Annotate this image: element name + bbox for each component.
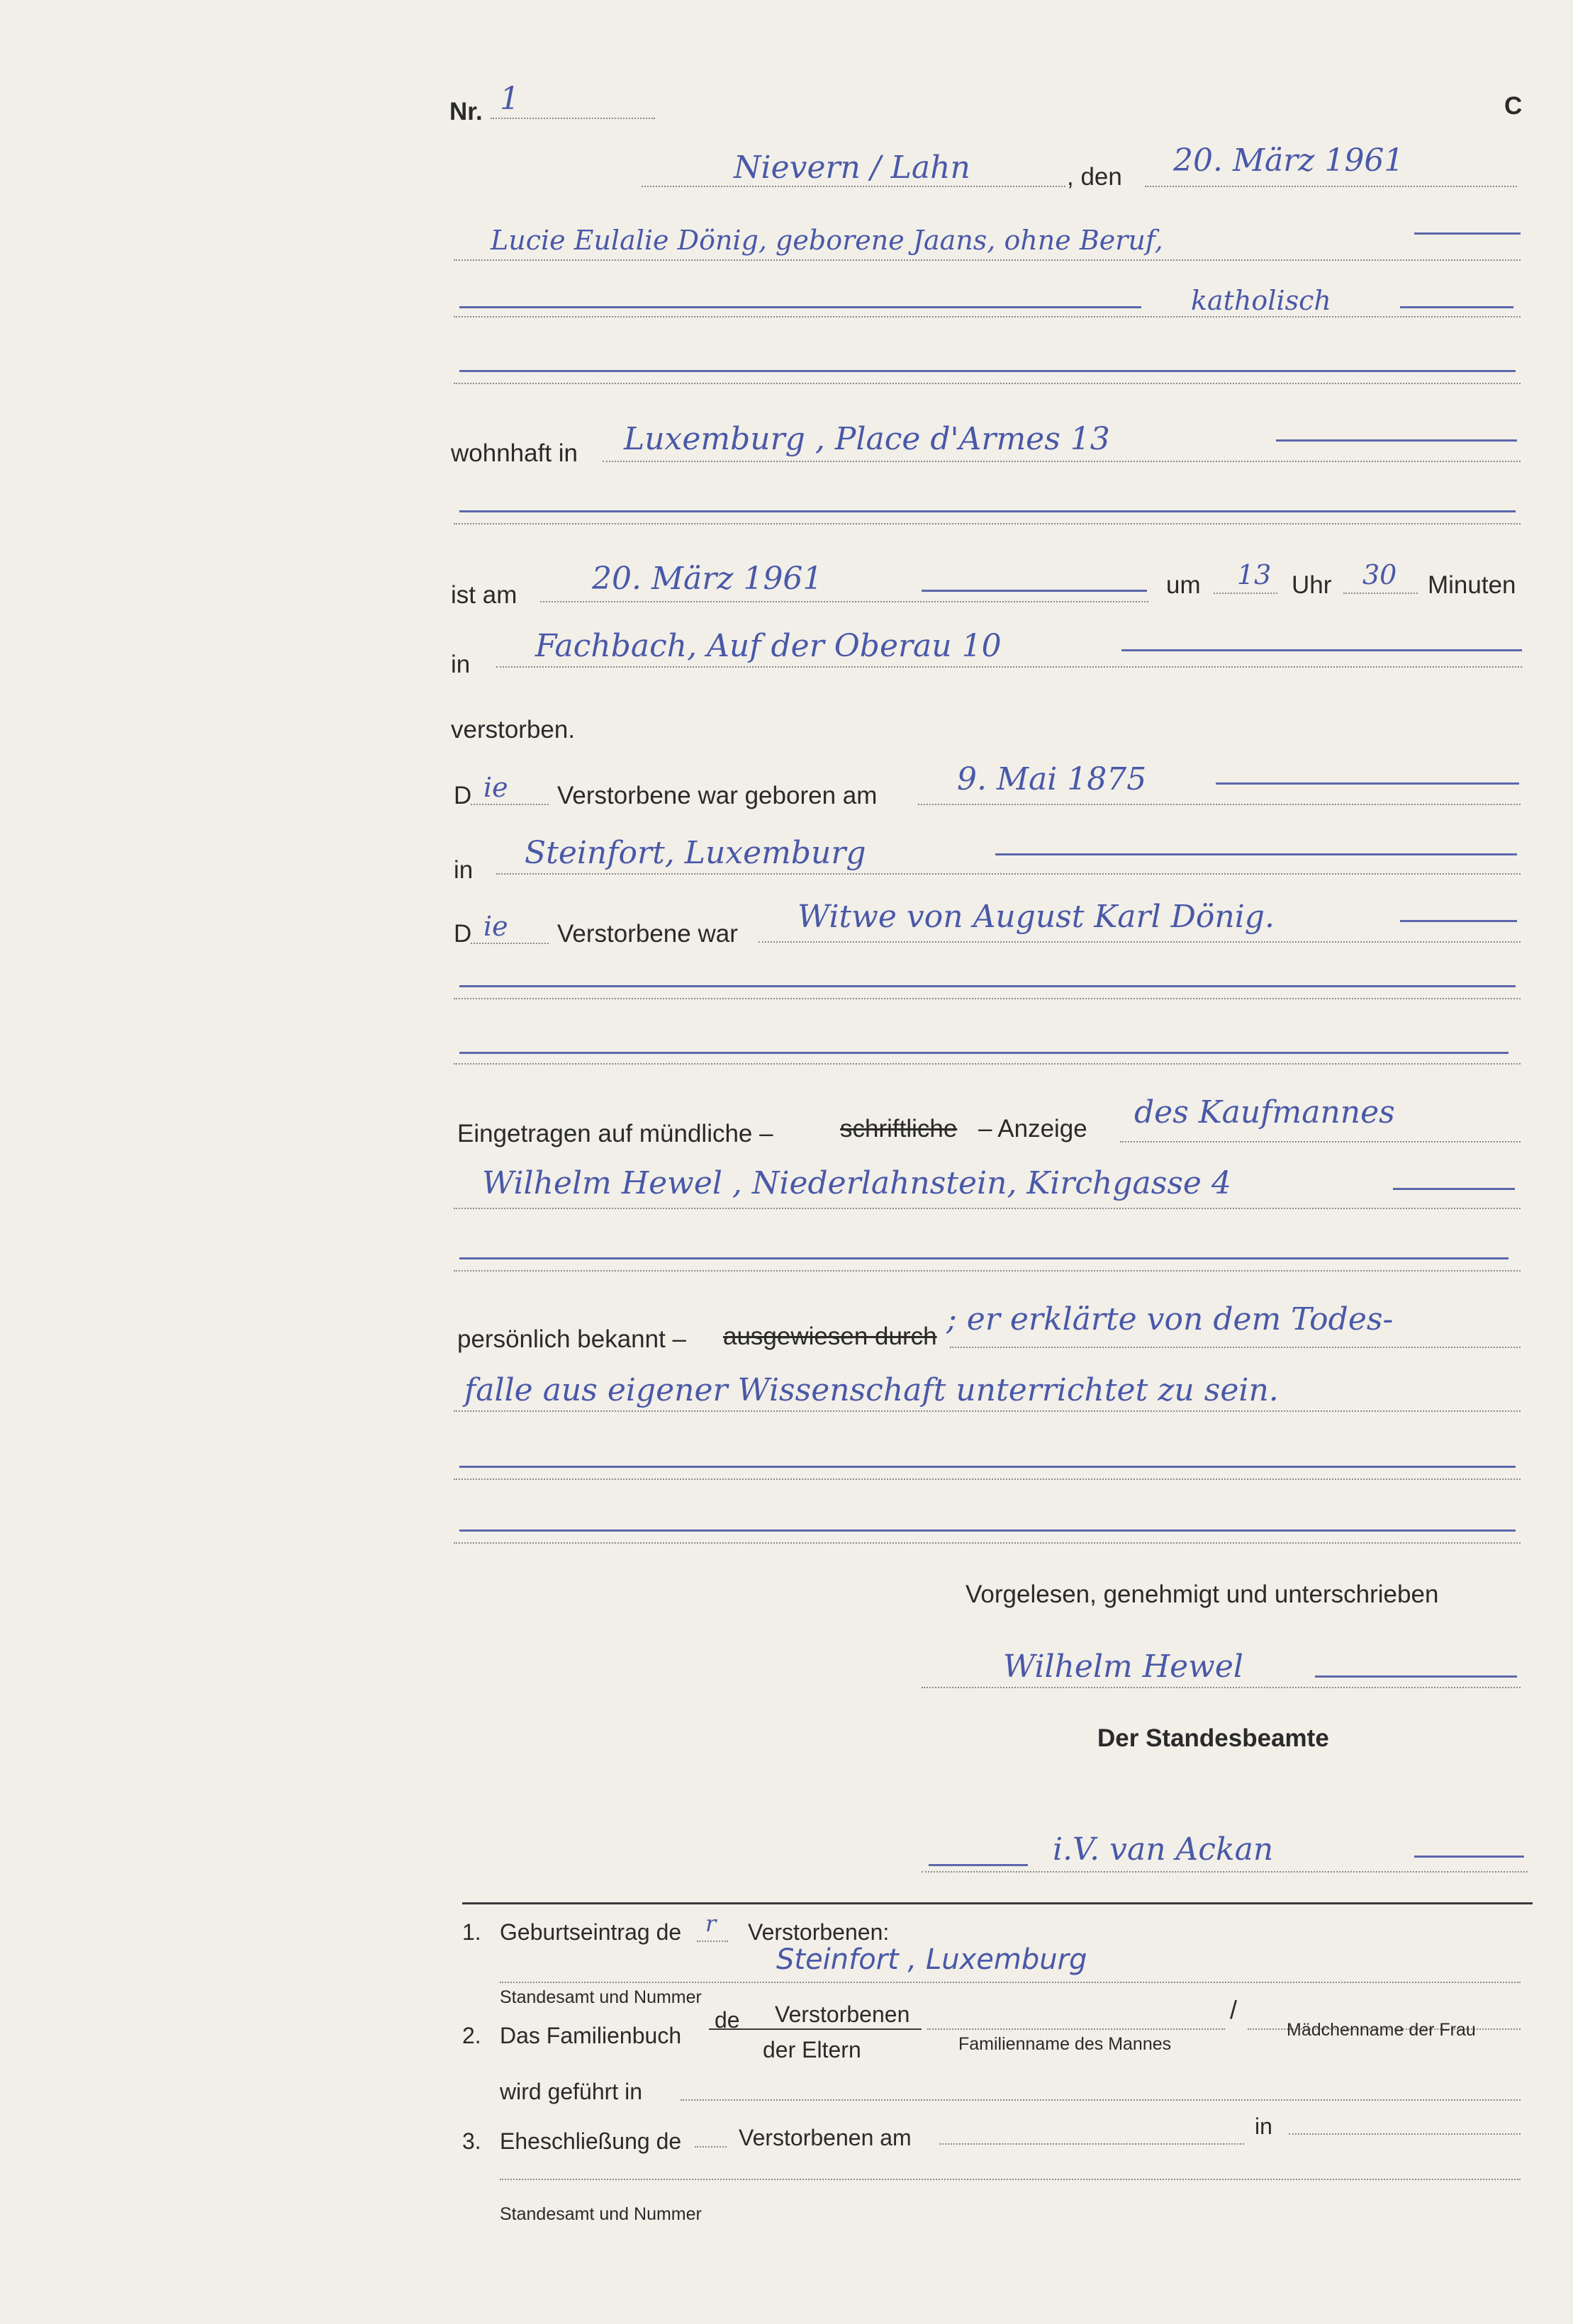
- uhr-label: Uhr: [1292, 571, 1332, 599]
- registrar-signature: i.V. van Ackan: [1053, 1831, 1274, 1868]
- name-pen-stroke: [1414, 232, 1521, 235]
- religion-pen-stroke-left: [459, 306, 1141, 308]
- birth-place-pen-stroke: [995, 853, 1517, 855]
- death-hour: 13: [1237, 559, 1272, 590]
- informant-signature: Wilhelm Hewel: [1003, 1649, 1243, 1685]
- blank-pen-stroke-1: [459, 370, 1516, 372]
- marital-article-dotted-line: [471, 943, 549, 944]
- registry-place: Nievern / Lahn: [734, 150, 970, 186]
- registrar-label: Der Standesbeamte: [1097, 1724, 1329, 1752]
- minuten-label: Minuten: [1428, 571, 1516, 599]
- note-1-handfill: r: [705, 1910, 717, 1937]
- gefuehrt-dotted-line: [681, 2099, 1521, 2101]
- note-2-number: 2.: [462, 2023, 481, 2048]
- birth-d-prefix: D: [454, 782, 472, 809]
- den-label: , den: [1067, 163, 1122, 191]
- note-2-eltern: der Eltern: [763, 2037, 861, 2062]
- note-3-number: 3.: [462, 2128, 481, 2154]
- um-label: um: [1166, 571, 1201, 599]
- section-divider: [462, 1902, 1533, 1904]
- note-1-label-a: Geburtseintrag de: [500, 1919, 682, 1945]
- blank-dotted-line-5: [454, 1270, 1521, 1272]
- note-2-de: de: [715, 2007, 740, 2033]
- birth-place: Steinfort, Luxemburg: [525, 835, 866, 871]
- report-label-b: – Anzeige: [978, 1115, 1087, 1143]
- blank-dotted-line-3: [454, 998, 1521, 999]
- informant-pen-stroke: [1393, 1188, 1515, 1190]
- gefuehrt-label: wird geführt in: [500, 2079, 642, 2104]
- blank-pen-stroke-3: [459, 985, 1516, 987]
- blank-dotted-line-1: [454, 383, 1521, 384]
- note-1-number: 1.: [462, 1919, 481, 1945]
- wohnhaft-label: wohnhaft in: [451, 439, 578, 467]
- statement-dotted-line-1: [950, 1347, 1521, 1348]
- note-3-article-dotted-line: [695, 2146, 727, 2148]
- statement-line-1: ; er erklärte von dem Todes-: [946, 1301, 1394, 1337]
- informant-signature-dotted-line: [922, 1687, 1521, 1688]
- blank-pen-stroke-7: [459, 1529, 1516, 1532]
- blank-pen-stroke-4: [459, 1052, 1508, 1054]
- birth-article-dotted-line: [471, 804, 549, 805]
- death-date-dotted-line: [540, 601, 1148, 602]
- birth-label: Verstorbene war geboren am: [557, 782, 878, 809]
- death-place: Fachbach, Auf der Oberau 10: [535, 628, 1002, 664]
- death-place-pen-stroke: [1121, 649, 1522, 651]
- marital-article-suffix: ie: [483, 911, 508, 942]
- registrar-pen-stroke-left: [929, 1864, 1028, 1866]
- note-2-fraction-line: [709, 2028, 922, 2030]
- marital-d-prefix: D: [454, 920, 472, 948]
- death-place-dotted-line: [496, 666, 1522, 668]
- birth-date-dotted-line: [918, 804, 1521, 805]
- birth-date: 9. Mai 1875: [957, 761, 1147, 797]
- date-dotted-line: [1145, 186, 1517, 187]
- deceased-name-line: Lucie Eulalie Dönig, geborene Jaans, ohne Beruf,: [491, 225, 1163, 256]
- note-3-label-a: Eheschließung de: [500, 2128, 682, 2154]
- ist-am-label: ist am: [451, 581, 517, 609]
- minutes-dotted-line: [1343, 593, 1418, 594]
- maedchenname-label: Mädchenname der Frau: [1287, 2020, 1476, 2040]
- blank-pen-stroke-2: [459, 510, 1516, 512]
- religion: katholisch: [1191, 285, 1331, 316]
- religion-pen-stroke-right: [1400, 306, 1513, 308]
- note-2-verstorbenen: Verstorbenen: [775, 2002, 910, 2027]
- known-label: persönlich bekannt –: [457, 1325, 686, 1353]
- note-1-birth-registry: Steinfort , Luxemburg: [776, 1943, 1087, 1976]
- read-approved-label: Vorgelesen, genehmigt und unterschrieben: [965, 1581, 1439, 1608]
- birth-in-label: in: [454, 856, 474, 884]
- report-label-a: Eingetragen auf mündliche –: [457, 1120, 773, 1147]
- informant-signature-pen-stroke: [1315, 1675, 1517, 1678]
- blank-dotted-line-2: [454, 523, 1521, 524]
- blank-dotted-line-4: [454, 1063, 1521, 1065]
- note-1-label-b: Verstorbenen:: [748, 1919, 890, 1945]
- marital-label: Verstorbene war: [557, 920, 738, 948]
- death-date: 20. März 1961: [592, 561, 823, 597]
- birth-date-pen-stroke: [1216, 782, 1519, 785]
- familienname-label: Familienname des Mannes: [958, 2034, 1172, 2054]
- religion-dotted-line: [454, 316, 1521, 318]
- note-3-date-dotted-line: [939, 2143, 1244, 2145]
- note-3-label-b: Verstorbenen am: [739, 2125, 912, 2150]
- blank-dotted-line-6: [454, 1478, 1521, 1480]
- marital-status: Witwe von August Karl Dönig.: [797, 899, 1275, 935]
- blank-dotted-line-7: [454, 1542, 1521, 1544]
- blank-pen-stroke-6: [459, 1466, 1516, 1468]
- nr-label: Nr.: [449, 98, 483, 125]
- registrar-dotted-line: [922, 1871, 1528, 1873]
- residence: Luxemburg , Place d'Armes 13: [624, 421, 1110, 457]
- standesamt-label: Standesamt und Nummer: [500, 1987, 702, 2007]
- note-3-place-dotted-line: [1289, 2133, 1521, 2135]
- birth-article-suffix: ie: [483, 772, 508, 803]
- note-2-label: Das Familienbuch: [500, 2023, 682, 2048]
- note-1-article-dotted-line: [697, 1941, 728, 1942]
- entry-number: 1: [500, 81, 520, 117]
- note-2-slash: /: [1230, 1995, 1238, 2024]
- death-date-pen-stroke: [922, 590, 1147, 592]
- statement-dotted-line-2: [454, 1410, 1521, 1412]
- informant-title-dotted-line: [1120, 1141, 1521, 1143]
- death-minutes: 30: [1362, 559, 1397, 590]
- marital-pen-stroke: [1400, 920, 1517, 922]
- birth-place-dotted-line: [496, 873, 1521, 875]
- place-dotted-line: [642, 186, 1065, 187]
- corner-letter: C: [1504, 92, 1523, 120]
- informant-name-address: Wilhelm Hewel , Niederlahnstein, Kirchgasse 4: [482, 1165, 1231, 1201]
- marital-dotted-line: [758, 941, 1521, 943]
- report-label-struck: schriftliche: [840, 1115, 958, 1143]
- informant-title: des Kaufmannes: [1134, 1094, 1395, 1130]
- death-in-label: in: [451, 651, 471, 678]
- residence-pen-stroke: [1276, 439, 1517, 442]
- note-3-dotted-line: [500, 2179, 1521, 2180]
- statement-line-2: falle aus eigener Wissenschaft unterrichtet zu sein.: [464, 1372, 1279, 1408]
- registry-date: 20. März 1961: [1173, 142, 1404, 179]
- note-3-in-label: in: [1255, 2114, 1272, 2139]
- note-2-familienname-dotted-line: [927, 2028, 1225, 2030]
- hour-dotted-line: [1214, 593, 1277, 594]
- verstorben-label: verstorben.: [451, 716, 576, 743]
- known-label-struck: ausgewiesen durch: [723, 1323, 937, 1350]
- nr-dotted-line: [491, 118, 655, 119]
- residence-dotted-line: [603, 461, 1521, 462]
- informant-dotted-line: [454, 1208, 1521, 1209]
- standesamt-label-2: Standesamt und Nummer: [500, 2204, 702, 2224]
- name-dotted-line: [454, 259, 1521, 261]
- note-1-dotted-line: [500, 1982, 1521, 1983]
- blank-pen-stroke-5: [459, 1257, 1508, 1259]
- registrar-pen-stroke-right: [1414, 1856, 1524, 1858]
